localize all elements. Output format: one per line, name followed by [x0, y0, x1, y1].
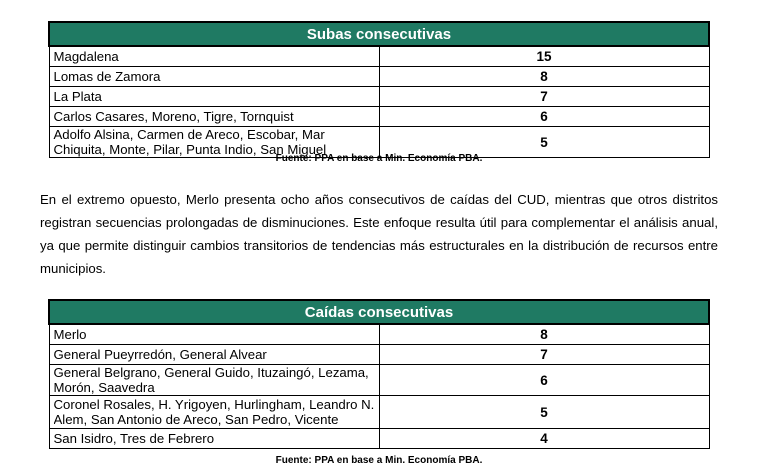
table-source-note: Fuente: PPA en base a Min. Economía PBA. [275, 153, 483, 164]
table-subas-consecutivas [48, 21, 710, 158]
years-cell: 8 [379, 67, 709, 87]
table-row [49, 87, 709, 107]
district-cell: Adolfo Alsina, Carmen de Areco, Escobar, Mar Chiquita, Monte, Pilar, Punta Indio, San Miguel [49, 127, 379, 158]
table-row [49, 345, 709, 365]
district-cell: General Belgrano, General Guido, Ituzaingó, Lezama, Morón, Saavedra [49, 365, 379, 396]
district-text: Coronel Rosales, H. Yrigoyen, Hurlingham, Leandro N. Alem, San Antonio de Areco, San Pedro, Vicente [53, 397, 375, 427]
district-cell: San Isidro, Tres de Febrero [49, 429, 379, 449]
district-cell: General Pueyrredón, General Alvear [49, 345, 379, 365]
table-row [49, 67, 709, 87]
years-cell: 8 [379, 324, 709, 345]
table-row [49, 46, 709, 67]
years-cell: 6 [379, 365, 709, 396]
years-cell: 15 [379, 46, 709, 67]
years-cell: 4 [379, 429, 709, 449]
table-title: Caídas consecutivas [49, 300, 709, 324]
body-paragraph: En el extremo opuesto, Merlo presenta ocho años consecutivos de caídas del CUD, mientras que otros distritos registran secuencias prolongadas de disminuciones. Este enfoque resulta útil para complementar el análisis anual, ya que permite distinguir cambios transitorios de tendencias más estructurales en la distribución de recursos entre municipios. [40, 192, 718, 276]
years-cell: 6 [379, 107, 709, 127]
years-cell: 7 [379, 87, 709, 107]
table-source-note: Fuente: PPA en base a Min. Economía PBA. [275, 455, 483, 466]
table-caidas-consecutivas [48, 299, 710, 449]
district-cell: Merlo [49, 324, 379, 345]
district-cell [49, 396, 379, 429]
table-row [49, 107, 709, 127]
years-cell: 5 [379, 396, 709, 429]
table-row [49, 429, 709, 449]
district-cell: Magdalena [49, 46, 379, 67]
table-row [49, 365, 709, 396]
district-cell: Carlos Casares, Moreno, Tigre, Tornquist [49, 107, 379, 127]
district-cell: La Plata [49, 87, 379, 107]
years-cell: 5 [379, 127, 709, 158]
table-row [49, 324, 709, 345]
table-row [49, 396, 709, 429]
table-title: Subas consecutivas [49, 22, 709, 46]
years-cell: 7 [379, 345, 709, 365]
district-cell: Lomas de Zamora [49, 67, 379, 87]
